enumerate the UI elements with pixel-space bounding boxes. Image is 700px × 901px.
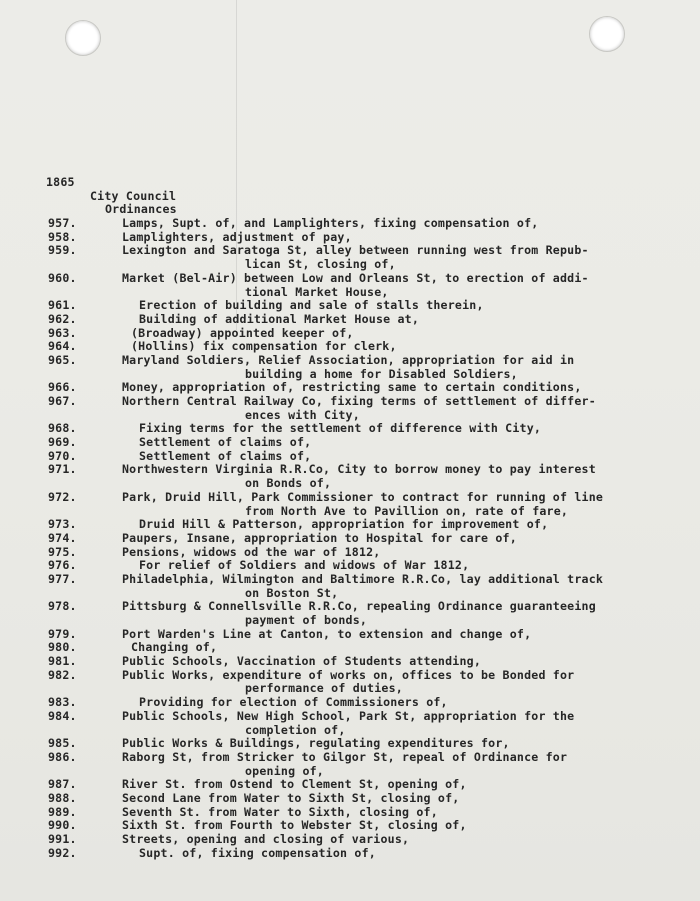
entry-text: Raborg St, from Stricker to Gilgor St, repeal of Ordinance for	[122, 749, 568, 764]
entry-number: 967.	[48, 394, 77, 408]
entry-number: 976.	[48, 558, 77, 573]
entry-text: Sixth St. from Fourth to Webster St, closing of,	[122, 818, 467, 833]
ordinance-index	[0, 176, 700, 860]
entry-number: 979.	[48, 626, 77, 641]
entry-number: 975.	[48, 544, 77, 559]
entry-text: (Hollins) fix compensation for clerk,	[131, 339, 397, 354]
entry-continuation	[0, 724, 700, 738]
entry-number: 968.	[48, 421, 77, 436]
entry-continuation	[0, 258, 700, 272]
entry-row	[0, 792, 700, 806]
entry-text: Pittsburg & Connellsville R.R.Co, repealing Ordinance guaranteeing	[122, 599, 596, 614]
entry-text: lican St, closing of,	[245, 257, 396, 272]
entry-row	[0, 463, 700, 477]
entry-number: 957.	[48, 216, 77, 231]
entry-row	[0, 450, 700, 464]
entry-continuation	[0, 765, 700, 779]
entry-text: Northern Central Railway Co, fixing terms of settlement of differ-	[122, 394, 596, 408]
entry-number: 992.	[48, 845, 77, 860]
entry-row	[0, 847, 700, 861]
entry-number: 977.	[48, 571, 77, 586]
entry-number: 970.	[48, 448, 77, 463]
entry-text: Park, Druid Hill, Park Commissioner to contract for running of line	[122, 489, 604, 504]
entry-text: completion of,	[245, 722, 346, 737]
entry-row	[0, 381, 700, 395]
entry-row	[0, 655, 700, 669]
entry-continuation	[0, 682, 700, 696]
entry-row	[0, 340, 700, 354]
entry-number: 990.	[48, 818, 77, 833]
entry-text: performance of duties,	[245, 681, 403, 696]
entry-row	[0, 491, 700, 505]
section-subheading: Ordinances	[105, 202, 177, 217]
year-row	[0, 176, 700, 190]
entry-text: Fixing terms for the settlement of difference with City,	[139, 421, 542, 436]
entry-row	[0, 422, 700, 436]
entry-continuation	[0, 477, 700, 491]
entry-row	[0, 299, 700, 313]
entry-number: 989.	[48, 804, 77, 819]
entry-number: 964.	[48, 339, 77, 354]
entry-row	[0, 244, 700, 258]
entry-text: building a home for Disabled Soldiers,	[245, 366, 518, 381]
punch-hole	[589, 16, 625, 52]
heading-row	[0, 190, 700, 204]
entry-text: For relief of Soldiers and widows of War 1812,	[139, 558, 470, 573]
entry-text: Druid Hill & Patterson, appropriation for improvement of,	[139, 517, 549, 532]
entry-continuation	[0, 614, 700, 628]
entry-text: Building of additional Market House at,	[139, 311, 420, 326]
entry-text: Paupers, Insane, appropriation to Hospital for care of,	[122, 530, 517, 545]
entry-number: 971.	[48, 462, 77, 477]
entry-continuation	[0, 587, 700, 601]
entry-text: Port Warden's Line at Canton, to extension and change of,	[122, 626, 532, 641]
entry-text: Philadelphia, Wilmington and Baltimore R.R.Co, lay additional track	[122, 571, 604, 586]
entry-text: Seventh St. from Water to Sixth, closing of,	[122, 804, 438, 819]
entry-text: Settlement of claims of,	[139, 448, 312, 463]
entry-number: 984.	[48, 708, 77, 723]
punch-hole	[65, 20, 101, 56]
subheading-row	[0, 203, 700, 217]
entry-number: 959.	[48, 243, 77, 258]
entry-text: Public Schools, New High School, Park St, appropriation for the	[122, 708, 575, 723]
entry-text: Streets, opening and closing of various,	[122, 832, 410, 846]
entry-row	[0, 354, 700, 368]
entry-number: 973.	[48, 517, 77, 532]
entry-row	[0, 600, 700, 614]
entry-row	[0, 546, 700, 560]
entry-number: 961.	[48, 298, 77, 313]
entry-continuation	[0, 286, 700, 300]
entry-text: ences with City,	[245, 407, 360, 422]
entry-row	[0, 518, 700, 532]
entry-row	[0, 669, 700, 683]
entry-text: Public Works & Buildings, regulating expenditures for,	[122, 736, 510, 751]
entry-text: Lamplighters, adjustment of pay,	[122, 229, 352, 244]
entry-number: 966.	[48, 380, 77, 395]
entry-text: Providing for election of Commissioners of,	[139, 695, 448, 710]
entry-row	[0, 327, 700, 341]
entry-text: (Broadway) appointed keeper of,	[131, 325, 354, 340]
entry-text: Supt. of, fixing compensation of,	[139, 845, 376, 860]
entry-number: 963.	[48, 325, 77, 340]
year-label: 1865	[46, 175, 75, 189]
entry-row	[0, 737, 700, 751]
entry-text: Maryland Soldiers, Relief Association, appropriation for aid in	[122, 352, 575, 367]
entry-continuation	[0, 409, 700, 423]
entry-row	[0, 819, 700, 833]
entry-row	[0, 641, 700, 655]
entry-number: 988.	[48, 790, 77, 805]
entry-text: on Bonds of,	[245, 476, 332, 491]
entry-text: on Boston St,	[245, 585, 339, 600]
entry-row	[0, 696, 700, 710]
entry-text: Second Lane from Water to Sixth St, closing of,	[122, 790, 460, 805]
entry-row	[0, 395, 700, 409]
entry-text: Market (Bel-Air) between Low and Orleans St, to erection of addi-	[122, 270, 589, 285]
entry-row	[0, 532, 700, 546]
entry-text: from North Ave to Pavillion on, rate of fare,	[245, 503, 569, 518]
entry-number: 983.	[48, 695, 77, 710]
entry-row	[0, 436, 700, 450]
entry-row	[0, 806, 700, 820]
section-heading: City Council	[90, 188, 177, 203]
entry-row	[0, 272, 700, 286]
entry-row	[0, 751, 700, 765]
entry-number: 980.	[48, 640, 77, 655]
entry-row	[0, 231, 700, 245]
entry-text: Pensions, widows od the war of 1812,	[122, 544, 381, 559]
entry-row	[0, 559, 700, 573]
entry-row	[0, 217, 700, 231]
entry-continuation	[0, 368, 700, 382]
entry-number: 972.	[48, 489, 77, 504]
entry-text: opening of,	[245, 763, 324, 778]
entry-number: 991.	[48, 832, 77, 846]
entry-row	[0, 628, 700, 642]
entry-text: River St. from Ostend to Clement St, opening of,	[122, 777, 467, 792]
entry-number: 982.	[48, 667, 77, 682]
entry-row	[0, 778, 700, 792]
entry-number: 986.	[48, 749, 77, 764]
entry-text: Settlement of claims of,	[139, 435, 312, 450]
entry-text: Money, appropriation of, restricting same to certain conditions,	[122, 380, 582, 395]
entry-number: 985.	[48, 736, 77, 751]
entry-text: tional Market House,	[245, 284, 389, 299]
entry-number: 969.	[48, 435, 77, 450]
entry-row	[0, 313, 700, 327]
entry-number: 962.	[48, 311, 77, 326]
entry-number: 978.	[48, 599, 77, 614]
entry-text: Northwestern Virginia R.R.Co, City to borrow money to pay interest	[122, 462, 596, 477]
entry-row	[0, 573, 700, 587]
entry-text: Public Schools, Vaccination of Students attending,	[122, 654, 482, 669]
entry-number: 974.	[48, 530, 77, 545]
entry-number: 981.	[48, 654, 77, 669]
entry-number: 958.	[48, 229, 77, 244]
entry-text: Lexington and Saratoga St, alley between running west from Repub-	[122, 243, 589, 258]
entry-text: Lamps, Supt. of, and Lamplighters, fixing compensation of,	[122, 216, 539, 231]
entry-continuation	[0, 505, 700, 519]
entry-row	[0, 833, 700, 847]
entry-text: Changing of,	[131, 640, 218, 655]
entry-text: Public Works, expenditure of works on, offices to be Bonded for	[122, 667, 575, 682]
entry-text: Erection of building and sale of stalls therein,	[139, 298, 484, 313]
entry-number: 965.	[48, 352, 77, 367]
entry-number: 960.	[48, 270, 77, 285]
entry-row	[0, 710, 700, 724]
entry-number: 987.	[48, 777, 77, 792]
entry-text: payment of bonds,	[245, 613, 368, 627]
